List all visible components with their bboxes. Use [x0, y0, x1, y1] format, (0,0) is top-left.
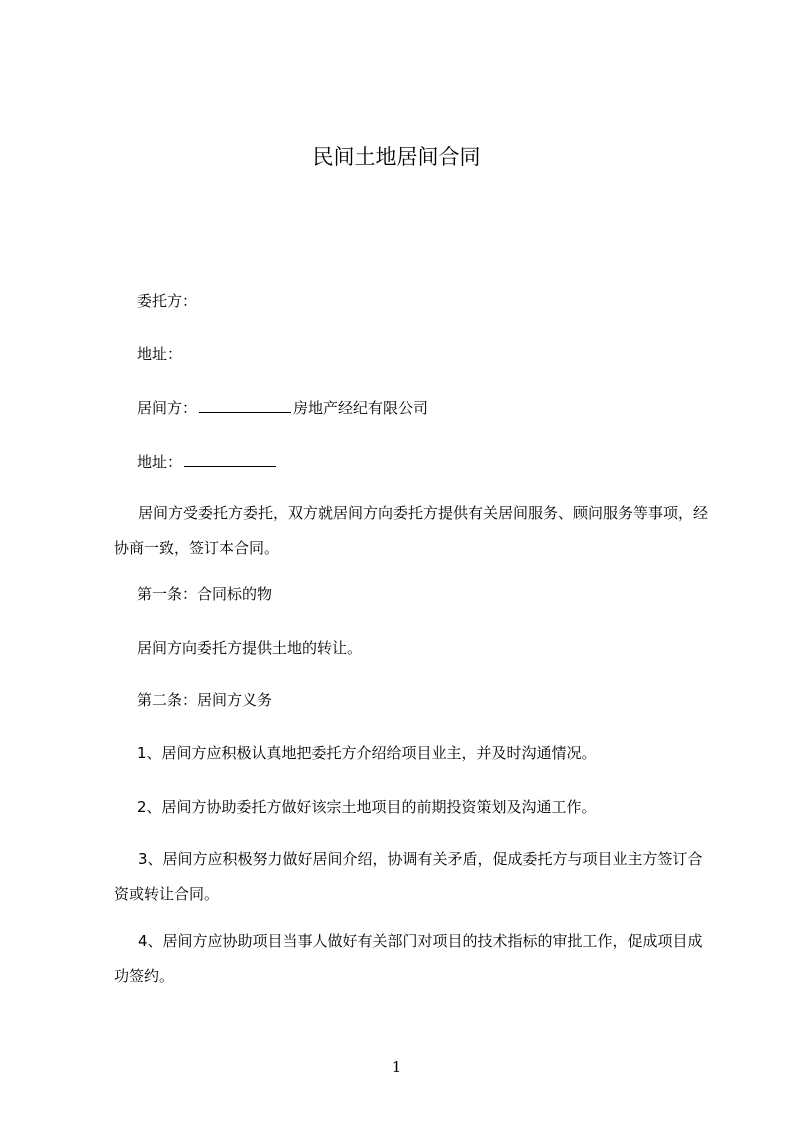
intro-paragraph: 居间方受委托方委托，双方就居间方向委托方提供有关居间服务、顾问服务等事项，经协商一致，签订本合同。 — [114, 504, 709, 557]
intermediary-label: 居间方： — [137, 399, 198, 417]
intermediary-name-blank — [199, 398, 291, 413]
entrusting-party-label: 委托方： — [137, 292, 198, 310]
intermediary-line — [137, 398, 428, 418]
duty-item-2: 2、居间方协助委托方做好该宗土地项目的前期投资策划及沟通工作。 — [137, 798, 597, 816]
duty-item-3: 3、居间方应积极努力做好居间介绍，协调有关矛盾，促成委托方与项目业主方签订合资或转让合同。 — [114, 850, 703, 903]
article1-heading: 第一条：合同标的物 — [137, 585, 273, 603]
intermediary-address-line — [137, 452, 278, 472]
duty-item-1: 1、居间方应积极认真地把委托方介绍给项目业主，并及时沟通情况。 — [137, 744, 597, 762]
intermediary-address-blank — [184, 452, 276, 467]
page-title: 民间土地居间合同 — [312, 145, 481, 169]
intermediary-address-label: 地址： — [137, 453, 183, 471]
entrusting-address-label: 地址： — [137, 345, 183, 363]
article1-body: 居间方向委托方提供土地的转让。 — [137, 639, 363, 657]
entrusting-address-line — [137, 344, 182, 364]
entrusting-party-line — [137, 291, 197, 311]
intermediary-company-suffix: 房地产经纪有限公司 — [293, 399, 429, 417]
article2-heading: 第二条：居间方义务 — [137, 691, 273, 709]
duty-item-4: 4、居间方应协助项目当事人做好有关部门对项目的技术指标的审批工作，促成项目成功签约。 — [114, 932, 703, 985]
page-number: 1 — [391, 1058, 402, 1076]
